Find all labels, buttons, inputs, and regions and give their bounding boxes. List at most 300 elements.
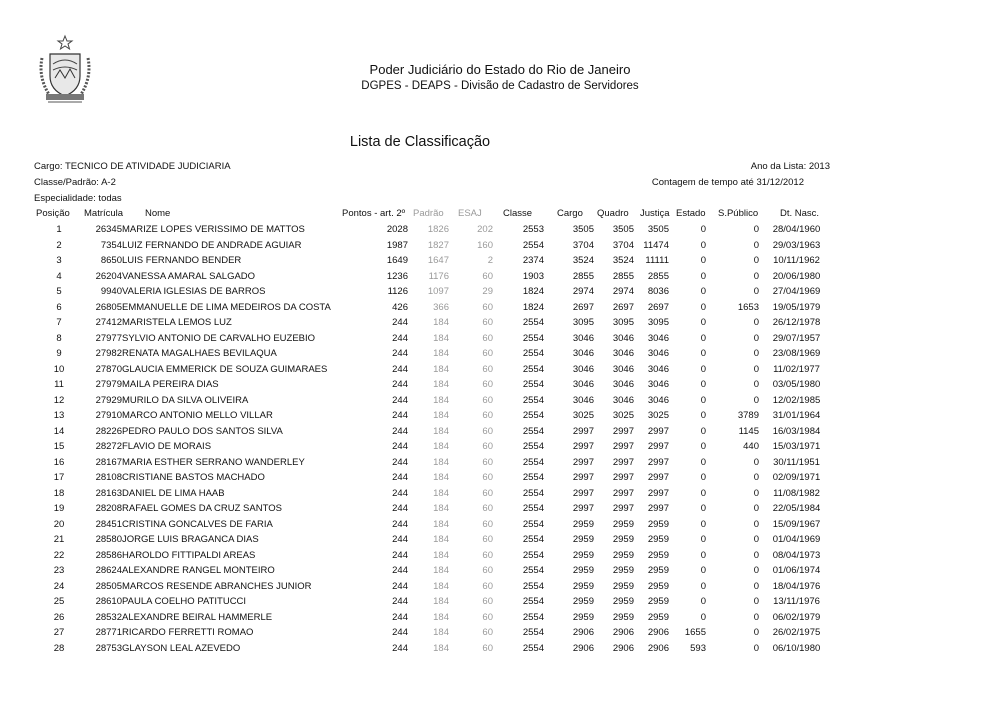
cell-justica: 2959 [647,580,669,592]
cell-cargo: 2959 [572,534,594,546]
cell-justica: 2959 [647,534,669,546]
cell-cargo: 3704 [572,239,594,251]
table-row [34,222,834,238]
cell-cargo: 2997 [572,487,594,499]
document-title: Lista de Classificação [349,134,491,150]
table-row [34,408,834,424]
cell-pontos: 244 [392,332,408,344]
cell-classe: 1824 [522,286,544,298]
cell-estado: 0 [700,425,706,437]
cell-dt-nasc: 16/03/1984 [772,425,821,437]
cell-cargo: 2959 [572,565,594,577]
cell-matricula: 8650 [100,255,122,267]
cell-classe: 2554 [522,394,544,406]
cell-cargo: 2959 [572,549,594,561]
cell-nome: ALEXANDRE BEIRAL HAMMERLE [122,611,273,623]
cell-posicao: 4 [56,270,62,282]
cell-padrao: 184 [433,410,449,422]
cell-quadro: 3046 [612,332,634,344]
cell-padrao: 184 [433,596,449,608]
cell-esaj: 60 [482,642,493,654]
cell-estado: 0 [700,580,706,592]
cell-classe: 2554 [522,317,544,329]
cell-cargo: 2906 [572,627,594,639]
cell-posicao: 11 [54,379,64,391]
cell-pontos: 244 [392,348,408,360]
cell-justica: 2697 [647,301,669,313]
cell-pontos: 1126 [387,286,408,298]
cell-cargo: 2906 [572,642,594,654]
cell-estado: 0 [700,348,706,360]
cell-posicao: 19 [53,503,65,515]
cell-matricula: 28505 [95,580,122,592]
cell-dt-nasc: 18/04/1976 [772,580,821,592]
cell-cargo: 2997 [572,441,594,453]
cell-matricula: 28272 [95,441,122,453]
cell-classe: 2554 [522,332,544,344]
cell-esaj: 60 [482,503,493,515]
header-matricula: Matrícula [84,208,124,219]
cell-dt-nasc: 30/11/1951 [773,456,820,468]
cell-esaj: 60 [482,487,493,499]
cell-padrao: 1176 [428,270,449,282]
cell-estado: 1655 [684,627,706,639]
cell-cargo: 2959 [572,596,594,608]
cell-esaj: 60 [482,565,493,577]
cell-esaj: 60 [482,317,493,329]
cell-classe: 2554 [522,472,544,484]
cell-esaj: 60 [482,332,493,344]
cell-cargo: 3046 [572,394,594,406]
cell-cargo: 2997 [572,425,594,437]
cell-nome: LUIS FERNANDO BENDER [122,255,242,267]
cell-esaj: 60 [482,270,493,282]
cell-dt-nasc: 23/08/1969 [772,348,821,360]
table-row [34,641,834,657]
organization-name: Poder Judiciário do Estado do Rio de Janeiro [369,62,631,77]
cell-justica: 11474 [643,239,669,251]
cell-pontos: 244 [392,627,408,639]
cell-classe: 2554 [522,456,544,468]
cell-padrao: 1827 [427,239,449,251]
cell-justica: 2906 [647,642,669,654]
cell-spublico: 0 [753,596,759,608]
cell-dt-nasc: 15/09/1967 [772,518,821,530]
cell-esaj: 60 [482,456,493,468]
cell-cargo: 3046 [572,363,594,375]
header-nome: Nome [145,208,171,219]
cell-dt-nasc: 13/11/1976 [773,596,820,608]
table-row [34,594,834,610]
cell-estado: 0 [700,472,706,484]
header-cargo: Cargo [557,208,583,219]
cell-pontos: 244 [392,394,408,406]
cell-nome: JORGE LUIS BRAGANCA DIAS [122,534,259,546]
cell-cargo: 3505 [572,224,594,236]
cell-dt-nasc: 03/05/1980 [772,379,821,391]
table-row [34,563,834,579]
department-name: DGPES - DEAPS - Divisão de Cadastro de Servidores [361,80,639,92]
cell-estado: 0 [700,565,706,577]
cell-classe: 2374 [522,255,544,267]
cell-classe: 2554 [522,348,544,360]
header-justica: Justiça [640,208,670,219]
cell-posicao: 25 [53,596,65,608]
cell-classe: 2554 [522,534,544,546]
table-row [34,486,834,502]
cell-esaj: 60 [482,441,493,453]
cell-classe: 2554 [522,627,544,639]
table-row [34,501,834,517]
cell-justica: 3046 [647,394,669,406]
cell-nome: RENATA MAGALHAES BEVILAQUA [122,348,277,360]
cell-quadro: 3046 [612,379,634,391]
header-classe: Classe [503,208,533,219]
cell-spublico: 0 [753,549,759,561]
cell-dt-nasc: 12/02/1985 [772,394,821,406]
cell-pontos: 244 [392,565,408,577]
cell-esaj: 160 [477,239,493,251]
cell-matricula: 28610 [95,596,122,608]
cell-justica: 2997 [647,441,669,453]
cell-nome: PEDRO PAULO DOS SANTOS SILVA [122,425,283,437]
cell-estado: 0 [700,518,706,530]
cell-classe: 2554 [522,410,544,422]
cell-matricula: 28624 [95,565,122,577]
cell-padrao: 184 [433,580,449,592]
cell-padrao: 184 [433,317,449,329]
cell-spublico: 0 [753,627,759,639]
classe-label: Classe/Padrão: A-2 [34,177,116,188]
table-row [34,331,834,347]
table-row [34,377,834,393]
table-row [34,315,834,331]
cell-classe: 1824 [522,301,544,313]
cell-pontos: 244 [392,456,408,468]
cell-posicao: 17 [53,472,65,484]
cell-nome: MAILA PEREIRA DIAS [122,379,219,391]
cell-cargo: 2959 [572,580,594,592]
cell-posicao: 7 [56,317,62,329]
cell-padrao: 184 [433,549,449,561]
cell-spublico: 0 [753,487,759,499]
cell-dt-nasc: 31/01/1964 [772,410,821,422]
cell-quadro: 2997 [612,456,634,468]
cell-spublico: 0 [753,379,759,391]
list-year: Ano da Lista: 2013 [750,161,830,172]
cell-estado: 0 [700,270,706,282]
cell-dt-nasc: 06/10/1980 [772,642,821,654]
table-row [34,625,834,641]
cell-padrao: 184 [433,472,449,484]
cell-matricula: 27412 [95,317,122,329]
cell-estado: 0 [700,534,706,546]
cell-padrao: 184 [433,611,449,623]
cell-dt-nasc: 29/03/1963 [772,239,821,251]
especialidade-label: Especialidade: todas [34,193,122,204]
cell-matricula: 28586 [95,549,122,561]
cell-spublico: 440 [743,441,759,453]
cell-dt-nasc: 26/12/1978 [772,317,821,329]
cell-estado: 0 [700,596,706,608]
cell-nome: DANIEL DE LIMA HAAB [122,487,225,499]
cell-spublico: 0 [753,565,759,577]
cell-estado: 0 [700,224,706,236]
cell-matricula: 28226 [95,425,122,437]
classification-table [34,222,834,656]
cell-dt-nasc: 11/02/1977 [773,363,820,375]
cell-dt-nasc: 02/09/1971 [772,472,821,484]
cell-nome: MARCOS RESENDE ABRANCHES JUNIOR [122,580,312,592]
cell-cargo: 2997 [572,503,594,515]
cell-estado: 0 [700,239,706,251]
cell-cargo: 3046 [572,348,594,360]
cell-cargo: 3046 [572,332,594,344]
cell-padrao: 1826 [427,224,449,236]
cell-justica: 3046 [647,332,669,344]
cell-matricula: 26805 [95,301,122,313]
cell-padrao: 184 [433,363,449,375]
cell-quadro: 2959 [612,611,634,623]
cell-quadro: 3704 [612,239,634,251]
header-dt-nasc: Dt. Nasc. [780,208,820,219]
cell-matricula: 9940 [100,286,122,298]
cell-justica: 2959 [647,549,669,561]
cell-pontos: 244 [392,549,408,561]
cell-padrao: 184 [433,487,449,499]
cell-spublico: 0 [753,580,759,592]
cell-estado: 0 [700,332,706,344]
cell-esaj: 60 [482,379,493,391]
cell-classe: 2554 [522,379,544,391]
cell-cargo: 2855 [572,270,594,282]
cell-nome: RICARDO FERRETTI ROMAO [122,627,254,639]
table-row [34,548,834,564]
cell-posicao: 5 [56,286,62,298]
cell-padrao: 184 [433,348,449,360]
cell-pontos: 426 [392,301,408,313]
cell-pontos: 1236 [386,270,408,282]
cell-estado: 0 [700,441,706,453]
cell-quadro: 3046 [612,394,634,406]
cell-pontos: 244 [392,425,408,437]
cell-cargo: 2959 [572,611,594,623]
cell-matricula: 7354 [100,239,122,251]
cell-justica: 3505 [647,224,669,236]
cell-padrao: 184 [433,565,449,577]
cell-justica: 2997 [647,503,669,515]
cell-esaj: 202 [477,224,493,236]
cell-pontos: 244 [392,487,408,499]
cell-nome: MARIZE LOPES VERISSIMO DE MATTOS [122,224,305,236]
cell-nome: LUIZ FERNANDO DE ANDRADE AGUIAR [122,239,302,251]
cell-spublico: 0 [753,363,759,375]
cell-padrao: 184 [433,379,449,391]
table-row [34,346,834,362]
cell-padrao: 1097 [427,286,449,298]
cell-pontos: 244 [392,379,408,391]
cell-dt-nasc: 28/04/1960 [772,224,821,236]
table-row [34,393,834,409]
cell-pontos: 244 [392,596,408,608]
header-esaj: ESAJ [458,208,482,219]
cell-quadro: 2906 [612,627,634,639]
cell-nome: RAFAEL GOMES DA CRUZ SANTOS [122,503,282,515]
table-row [34,610,834,626]
cell-pontos: 2028 [386,224,408,236]
cell-classe: 2554 [522,239,544,251]
cell-quadro: 3095 [612,317,634,329]
cell-matricula: 27977 [95,332,122,344]
cell-spublico: 0 [753,255,759,267]
cell-posicao: 24 [53,580,65,592]
cell-nome: PAULA COELHO PATITUCCI [122,596,247,608]
cell-nome: MURILO DA SILVA OLIVEIRA [122,394,249,406]
cell-estado: 0 [700,301,706,313]
cell-padrao: 184 [433,456,449,468]
cell-estado: 0 [700,503,706,515]
cell-quadro: 2997 [612,441,634,453]
coat-of-arms-seal [34,34,96,106]
cell-spublico: 0 [753,534,759,546]
cell-esaj: 60 [482,472,493,484]
cell-matricula: 28532 [95,611,122,623]
cell-classe: 2554 [522,487,544,499]
table-row [34,579,834,595]
cell-esaj: 60 [482,425,493,437]
cell-posicao: 28 [53,642,65,654]
cell-posicao: 23 [53,565,65,577]
cell-posicao: 6 [56,301,62,313]
table-row [34,362,834,378]
cell-pontos: 244 [392,611,408,623]
cell-padrao: 184 [433,642,449,654]
cell-quadro: 2855 [612,270,634,282]
cell-justica: 2997 [647,487,669,499]
cell-estado: 0 [700,363,706,375]
cell-spublico: 1653 [737,301,759,313]
cell-estado: 0 [700,379,706,391]
cell-justica: 2906 [647,627,669,639]
cell-justica: 2959 [647,518,669,530]
cell-justica: 2959 [647,565,669,577]
cell-posicao: 26 [53,611,65,623]
cell-spublico: 0 [753,472,759,484]
cell-classe: 2554 [522,441,544,453]
cell-pontos: 244 [392,642,408,654]
cell-posicao: 14 [53,425,65,437]
cell-cargo: 3046 [572,379,594,391]
cell-esaj: 60 [482,410,493,422]
cell-matricula: 26345 [95,224,122,236]
cell-nome: EMMANUELLE DE LIMA MEDEIROS DA COSTA [122,301,331,313]
cell-dt-nasc: 26/02/1975 [772,627,821,639]
header-posicao: Posição [36,208,70,219]
cell-posicao: 20 [53,518,65,530]
cell-quadro: 2959 [612,534,634,546]
cell-spublico: 0 [753,518,759,530]
cell-padrao: 184 [433,394,449,406]
cell-estado: 593 [690,642,706,654]
cargo-label: Cargo: TECNICO DE ATIVIDADE JUDICIARIA [34,161,231,172]
cell-spublico: 3789 [737,410,759,422]
cell-cargo: 2997 [572,456,594,468]
cell-dt-nasc: 08/04/1973 [772,549,821,561]
cell-quadro: 2959 [612,580,634,592]
cell-esaj: 60 [482,363,493,375]
header-pontos: Pontos - art. 2º [342,208,406,219]
cell-pontos: 244 [392,472,408,484]
cell-pontos: 1649 [386,255,408,267]
table-row [34,470,834,486]
cell-quadro: 2959 [612,549,634,561]
cell-padrao: 1647 [427,255,449,267]
cell-nome: FLAVIO DE MORAIS [122,441,212,453]
cell-matricula: 28771 [95,627,122,639]
cell-nome: CRISTIANE BASTOS MACHADO [122,472,265,484]
cell-pontos: 1987 [386,239,408,251]
cell-esaj: 2 [487,255,493,267]
cell-esaj: 60 [482,627,493,639]
cell-cargo: 3095 [572,317,594,329]
cell-justica: 3025 [647,410,669,422]
cell-classe: 2554 [522,518,544,530]
cell-padrao: 184 [433,518,449,530]
cell-cargo: 2697 [572,301,594,313]
cell-pontos: 244 [392,363,408,375]
cell-quadro: 3025 [612,410,634,422]
cell-classe: 2554 [522,565,544,577]
cell-padrao: 184 [433,441,449,453]
cell-spublico: 0 [753,239,759,251]
cell-dt-nasc: 22/05/1984 [772,503,821,515]
cell-dt-nasc: 06/02/1979 [772,611,821,623]
cell-dt-nasc: 01/04/1969 [772,534,821,546]
cell-estado: 0 [700,286,706,298]
cell-quadro: 2906 [612,642,634,654]
cell-justica: 3046 [647,348,669,360]
cell-pontos: 244 [392,503,408,515]
cell-padrao: 184 [433,332,449,344]
cell-quadro: 2697 [612,301,634,313]
cell-classe: 2554 [522,611,544,623]
cell-justica: 2855 [647,270,669,282]
cell-nome: SYLVIO ANTONIO DE CARVALHO EUZEBIO [122,332,316,344]
cell-cargo: 3025 [572,410,594,422]
cell-posicao: 18 [53,487,65,499]
table-row [34,269,834,285]
cell-nome: MARCO ANTONIO MELLO VILLAR [122,410,273,422]
cell-matricula: 28208 [95,503,122,515]
cell-classe: 2554 [522,580,544,592]
cell-nome: VANESSA AMARAL SALGADO [122,270,256,282]
table-row [34,284,834,300]
cell-justica: 3095 [647,317,669,329]
cell-quadro: 3046 [612,348,634,360]
cell-posicao: 10 [53,363,65,375]
cell-spublico: 0 [753,503,759,515]
table-row [34,238,834,254]
cell-pontos: 244 [392,317,408,329]
cell-justica: 2997 [647,456,669,468]
cell-estado: 0 [700,487,706,499]
table-row [34,532,834,548]
cell-posicao: 9 [56,348,62,360]
cell-estado: 0 [700,317,706,329]
cell-classe: 2553 [522,224,544,236]
cell-nome: CRISTINA GONCALVES DE FARIA [122,518,273,530]
cell-spublico: 0 [753,394,759,406]
